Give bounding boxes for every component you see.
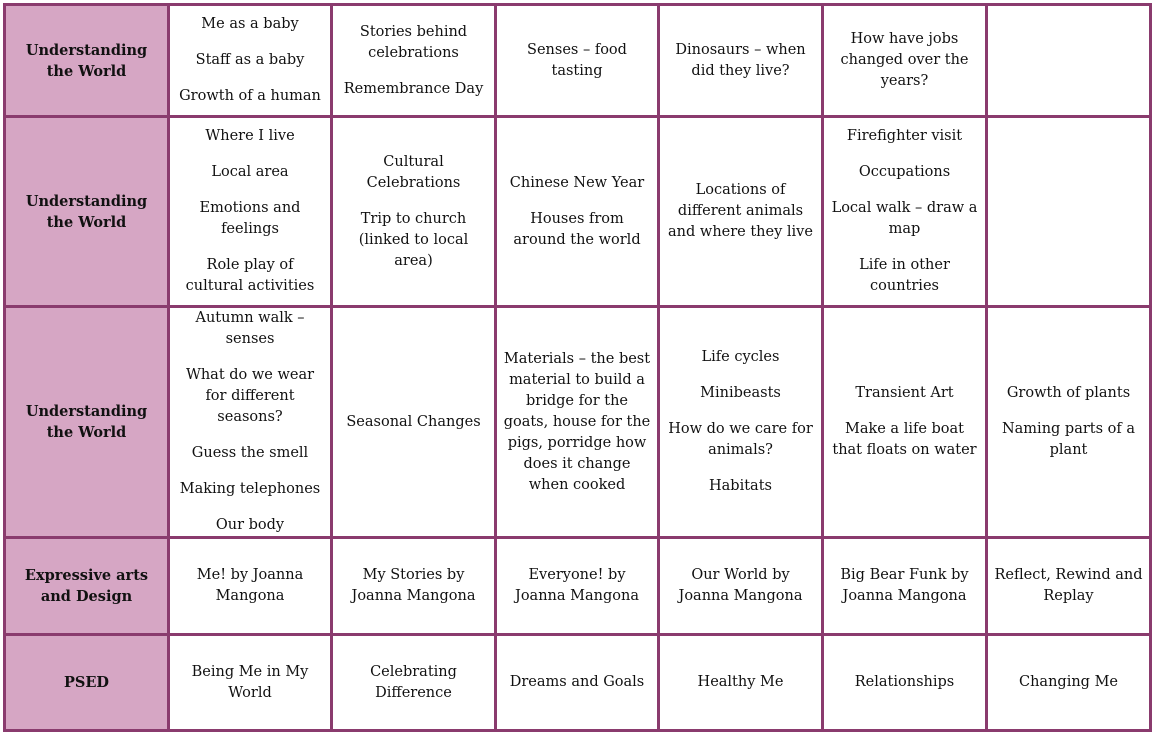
topic-item: My Stories by Joanna Mangona <box>351 567 476 604</box>
topic-item: Healthy Me <box>697 674 784 690</box>
topic-item: Make a life boat that floats on water <box>832 421 977 458</box>
topic-cell <box>823 5 987 117</box>
topic-cell <box>496 117 659 307</box>
topic-item: Life in other countries <box>859 257 950 294</box>
topic-cell <box>169 5 332 117</box>
topic-item: Naming parts of a plant <box>1001 421 1136 458</box>
topic-cell <box>823 307 987 538</box>
topic-cell <box>332 635 496 731</box>
topic-item: Trip to church (linked to local area) <box>358 210 469 269</box>
curriculum-table <box>3 3 1152 732</box>
topic-item: Our World by Joanna Mangona <box>678 567 803 604</box>
topic-cell <box>169 635 332 731</box>
topic-item: Houses from around the world <box>513 210 641 248</box>
topic-item: Materials – the best material to build a bridge for the goats, house for the pigs, porridge how does it change when cooked <box>503 350 651 493</box>
topic-item: Local area <box>211 164 289 180</box>
topic-cell <box>823 635 987 731</box>
topic-cell <box>987 635 1151 731</box>
topic-cell <box>987 307 1151 538</box>
topic-item: Our body <box>215 517 285 533</box>
topic-cell <box>496 307 659 538</box>
topic-item: Growth of plants <box>1006 385 1131 401</box>
topic-item: Emotions and feelings <box>199 200 301 237</box>
topic-cell <box>169 538 332 635</box>
area-label: PSED <box>5 635 169 731</box>
topic-item: How have jobs changed over the years? <box>840 31 969 89</box>
topic-item: Role play of cultural activities <box>185 257 315 294</box>
topic-item: Guess the smell <box>191 445 309 461</box>
topic-item: Firefighter visit <box>846 128 963 144</box>
topic-cell <box>332 5 496 117</box>
topic-item: Dreams and Goals <box>509 674 645 690</box>
topic-item: Reflect, Rewind and Replay <box>994 567 1143 604</box>
table-row <box>5 117 1151 307</box>
topic-cell <box>169 307 332 538</box>
topic-cell <box>496 538 659 635</box>
topic-item: Me! by Joanna Mangona <box>196 567 304 604</box>
topic-cell <box>659 635 823 731</box>
topic-item: Big Bear Funk by Joanna Mangona <box>840 567 969 604</box>
topic-cell <box>987 538 1151 635</box>
topic-item: Celebrating Difference <box>370 663 457 701</box>
topic-item: Habitats <box>709 478 772 494</box>
table-body <box>5 5 1151 731</box>
area-label: Understanding the World <box>5 117 169 307</box>
topic-item: What do we wear for different seasons? <box>185 367 315 425</box>
topic-item: Changing Me <box>1019 674 1118 690</box>
topic-item: Me as a baby <box>201 16 299 32</box>
topic-item: Autumn walk – senses <box>195 310 305 347</box>
topic-cell <box>169 117 332 307</box>
topic-item: Locations of different animals and where they live <box>668 182 813 240</box>
topic-cell <box>823 538 987 635</box>
topic-item: Life cycles <box>701 349 780 365</box>
topic-cell <box>987 5 1151 117</box>
topic-cell <box>496 5 659 117</box>
topic-item: Remembrance Day <box>343 80 484 97</box>
topic-cell <box>659 307 823 538</box>
table-row <box>5 5 1151 117</box>
area-label: Understanding the World <box>5 307 169 538</box>
topic-cell <box>987 117 1151 307</box>
topic-item: Being Me in My World <box>191 663 309 701</box>
topic-cell <box>659 117 823 307</box>
topic-item: Stories behind celebrations <box>359 23 468 61</box>
topic-item: Everyone! by Joanna Mangona <box>515 567 639 604</box>
table-row <box>5 635 1151 731</box>
topic-cell <box>659 5 823 117</box>
topic-item: Occupations <box>858 164 951 180</box>
topic-cell <box>332 307 496 538</box>
topic-cell <box>823 117 987 307</box>
area-label: Expressive arts and Design <box>5 538 169 635</box>
topic-item: Transient Art <box>855 385 954 401</box>
topic-item: Chinese New Year <box>509 174 645 191</box>
topic-item: Where I live <box>205 128 295 144</box>
topic-cell <box>659 538 823 635</box>
topic-item: Making telephones <box>179 481 321 497</box>
topic-cell <box>332 117 496 307</box>
topic-item: Local walk – draw a map <box>831 200 978 237</box>
topic-item: Growth of a human <box>179 88 321 104</box>
topic-item: Dinosaurs – when did they live? <box>675 41 806 79</box>
topic-item: Relationships <box>854 674 955 690</box>
area-label: Understanding the World <box>5 5 169 117</box>
topic-item: Cultural Celebrations <box>366 153 461 191</box>
table-row <box>5 538 1151 635</box>
topic-item: Seasonal Changes <box>346 413 481 430</box>
topic-item: Minibeasts <box>700 385 781 401</box>
topic-cell <box>496 635 659 731</box>
topic-item: Staff as a baby <box>195 52 305 68</box>
topic-cell <box>332 538 496 635</box>
topic-item: How do we care for animals? <box>668 421 813 458</box>
table-row <box>5 307 1151 538</box>
topic-item: Senses – food tasting <box>527 41 627 79</box>
